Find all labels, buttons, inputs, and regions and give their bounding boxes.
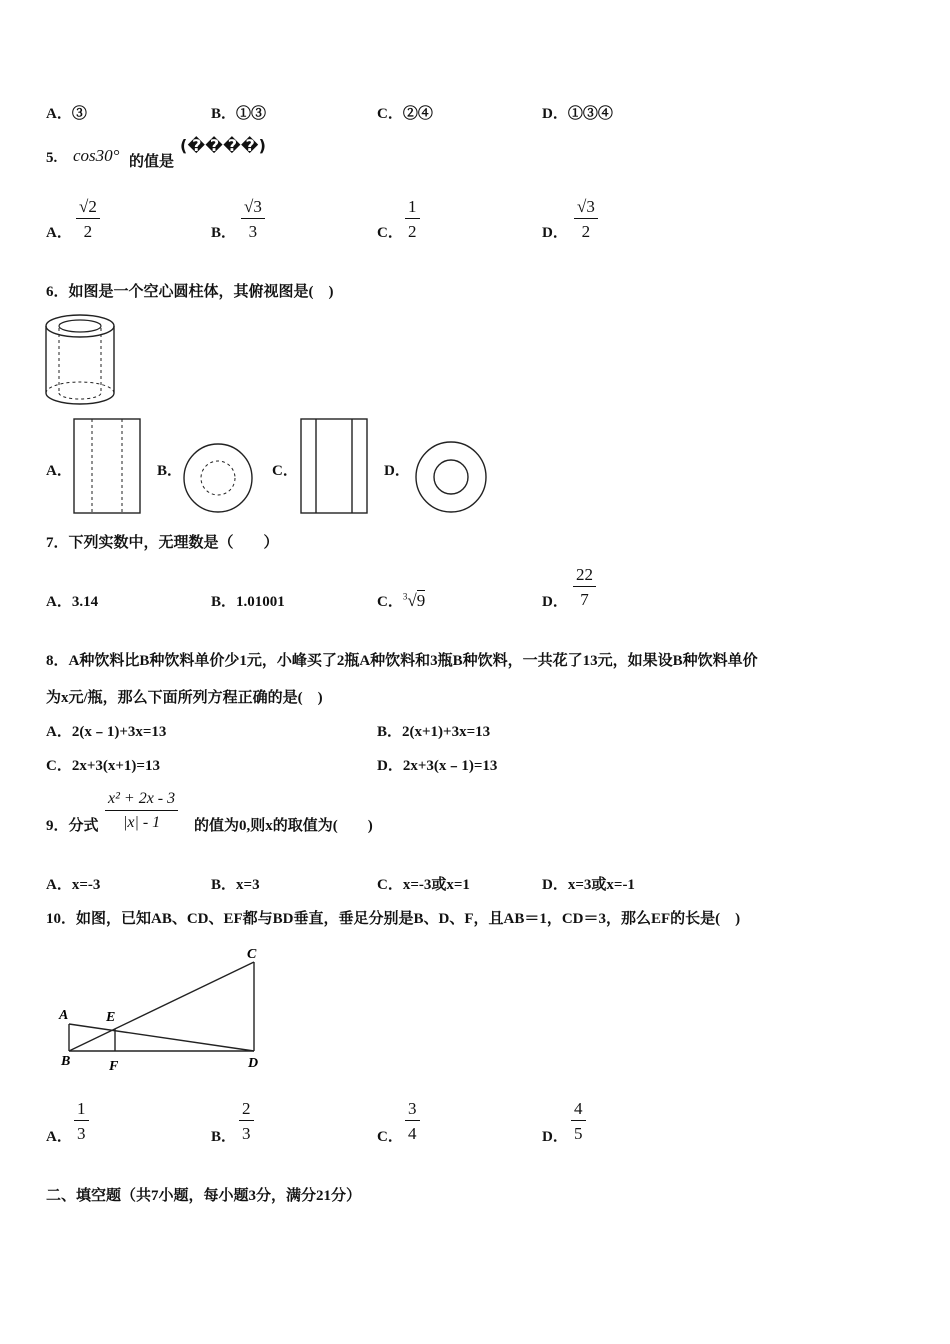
q5-option-b: B． (211, 225, 237, 241)
section-heading-fill-in: 二、填空题（共7小题，每小题3分，满分21分） (46, 1188, 362, 1204)
q7-stem: 7．下列实数中，无理数是（ ） (46, 535, 279, 551)
q6-option-b: B． (157, 463, 183, 479)
q5-option-c: C． (377, 225, 403, 241)
q10-option-a: A． (46, 1129, 72, 1145)
q8-stem-line2: 为x元/瓶，那么下面所列方程正确的是( ) (46, 690, 323, 706)
q7-option-b: B．1.01001 (211, 594, 285, 610)
q6-stem: 6．如图是一个空心圆柱体，其俯视图是( ) (46, 284, 334, 300)
q10-option-b: B． (211, 1129, 237, 1145)
q6-option-d: D． (384, 463, 410, 479)
q10-option-c: C． (377, 1129, 403, 1145)
point-label-a: A (59, 1008, 69, 1023)
q9-option-b: B．x=3 (211, 877, 260, 893)
q7-option-d: D． (542, 594, 568, 610)
q6-option-b-figure (180, 440, 256, 516)
q8-option-a: A．2(x﹣1)+3x=13 (46, 724, 167, 740)
q8-stem-line1: 8．A种饮料比B种饮料单价少1元，小峰买了2瓶A种饮料和3瓶B种饮料，一共花了13元，如果设B种饮料单价 (46, 653, 758, 669)
q9-option-d: D．x=3或x=-1 (542, 877, 635, 893)
q7-fraction-d: 22 7 (573, 566, 596, 608)
q6-option-c: C． (272, 463, 298, 479)
q5-fraction-d: √3 2 (574, 198, 598, 240)
q5-fraction-b: √3 3 (241, 198, 265, 240)
q7-option-a: A．3.14 (46, 594, 99, 610)
hollow-cylinder-figure (42, 308, 120, 410)
q6-option-c-figure (299, 418, 369, 514)
q7-option-c: C．$^3$√9 (377, 591, 426, 610)
q6-option-a-figure (72, 418, 142, 514)
q6-option-d-figure (412, 438, 490, 516)
q5-fraction-c: 1 2 (405, 198, 420, 240)
point-label-f: F (109, 1059, 119, 1074)
q9-option-c: C．x=-3或x=1 (377, 877, 470, 893)
q10-option-d: D． (542, 1129, 568, 1145)
q8-option-b: B．2(x+1)+3x=13 (377, 724, 491, 740)
q10-fraction-d: 4 5 (571, 1100, 586, 1142)
q8-option-c: C．2x+3(x+1)=13 (46, 758, 160, 774)
q10-geometry-figure (55, 940, 270, 1075)
q5-fraction-a: √2 2 (76, 198, 100, 240)
point-label-d: D (248, 1056, 259, 1071)
point-label-e: E (106, 1010, 116, 1025)
q4-option-a: A．③ (46, 106, 87, 122)
q8-option-d: D．2x+3(x﹣1)=13 (377, 758, 498, 774)
q9-fraction: x² + 2x - 3 |x| - 1 (105, 791, 178, 831)
q4-option-c: C．②④ (377, 106, 433, 122)
q6-option-a: A． (46, 463, 72, 479)
q9-option-a: A．x=-3 (46, 877, 101, 893)
q10-fraction-b: 2 3 (239, 1100, 254, 1142)
q10-fraction-c: 3 4 (405, 1100, 420, 1142)
q10-stem: 10．如图，已知AB、CD、EF都与BD垂直，垂足分别是B、D、F，且AB＝1，CD＝3，那么EF的长是( ) (46, 911, 741, 927)
q5-option-d: D． (542, 225, 568, 241)
q5-option-a: A． (46, 225, 72, 241)
q4-option-b: B．①③ (211, 106, 267, 122)
q4-option-d: D．①③④ (542, 106, 613, 122)
point-label-b: B (61, 1054, 71, 1069)
point-label-c: C (247, 947, 257, 962)
q10-fraction-a: 1 3 (74, 1100, 89, 1142)
